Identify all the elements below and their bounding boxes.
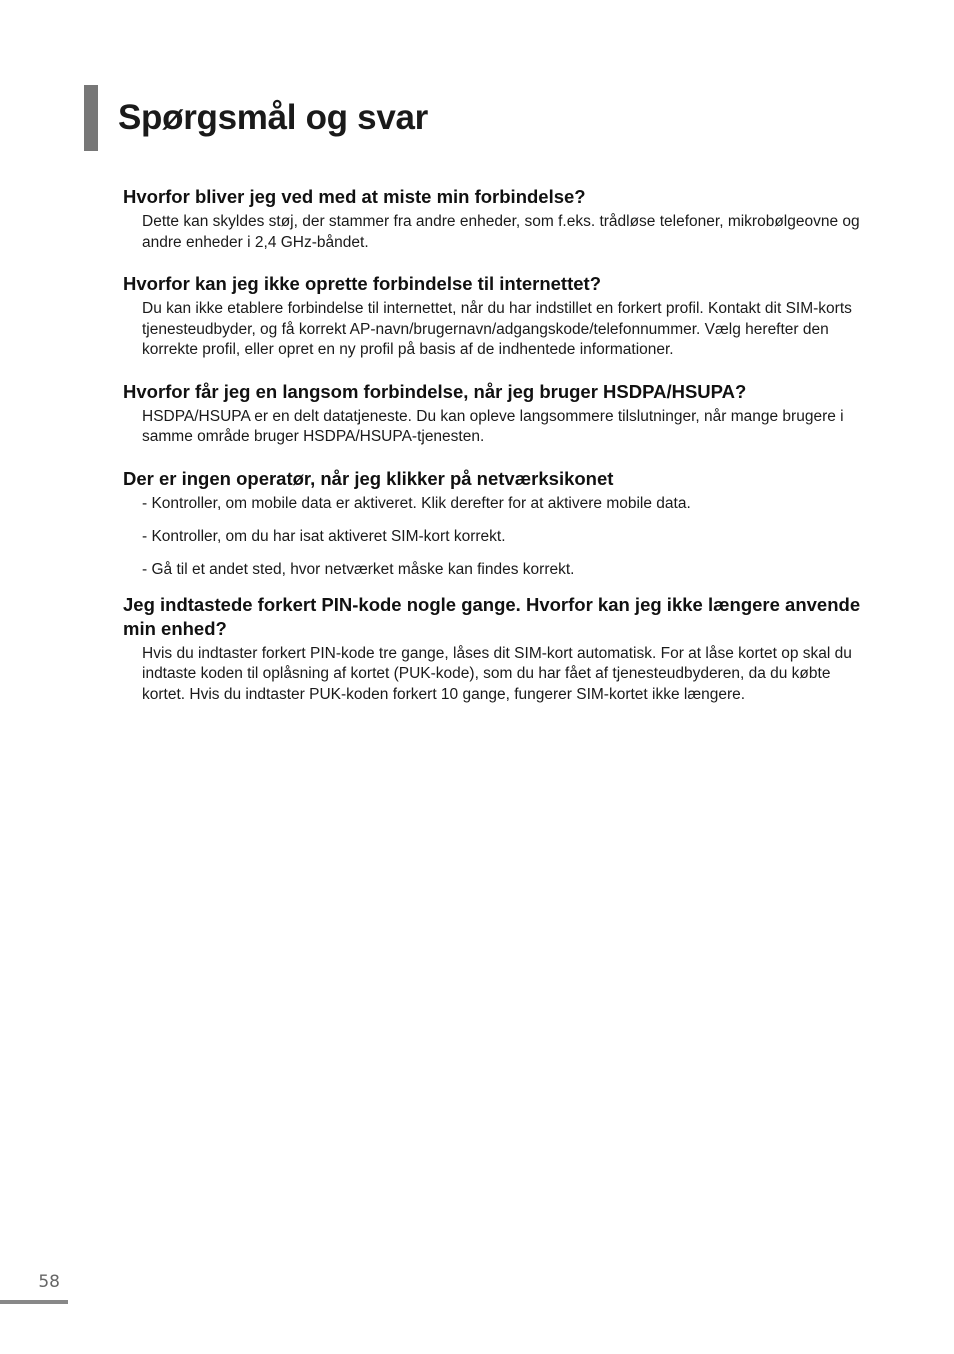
faq-answer: Du kan ikke etablere forbindelse til internettet, når du har indstillet en forkert profil. Kontakt dit SIM-korts tjenesteudbyder, og få korrekt AP-navn/brugernavn/adgangskode/telefonnummer. Vælg herefter den korrekte profil, eller opret en ny profil på basis af de indhentede informationer. [142, 300, 852, 358]
footer-rule [0, 1300, 68, 1304]
faq-question: Der er ingen operatør, når jeg klikker på netværksikonet [123, 467, 614, 489]
faq-item [123, 185, 868, 253]
faq-answer: HSDPA/HSUPA er en delt datatjeneste. Du kan opleve langsommere tilslutninger, når mange brugere i samme område bruger HSDPA/HSUPA-tjenesten. [142, 407, 844, 445]
faq-question: Hvorfor bliver jeg ved med at miste min forbindelse? [123, 186, 586, 207]
page-title: Spørgsmål og svar [118, 98, 429, 137]
faq-bullet: - Kontroller, om mobile data er aktiveret. Klik derefter for at aktivere mobile data. [142, 494, 691, 512]
faq-question: Hvorfor får jeg en langsom forbindelse, når jeg bruger HSDPA/HSUPA? [123, 380, 747, 402]
faq-item [123, 380, 868, 448]
faq-bullet: - Gå til et andet sted, hvor netværket måske kan findes korrekt. [142, 560, 575, 578]
title-accent-bar [84, 85, 98, 151]
faq-item [123, 593, 868, 706]
faq-question: Jeg indtastede forkert PIN-kode nogle gange. Hvorfor kan jeg ikke længere anvende min enhed? [123, 593, 861, 639]
page-header [84, 85, 428, 151]
faq-answer: Hvis du indtaster forkert PIN-kode tre gange, låses dit SIM-kort automatisk. For at låse kortet op skal du indtaste koden til oplåsning af kortet (PUK-kode), som du har fået af tjenesteudbyderen, da du købte kortet. Hvis du indtaster PUK-koden forkert 10 gange, fungerer SIM-kortet ikke længere. [142, 644, 852, 703]
faq-bullet-list [123, 494, 868, 581]
faq-item [123, 272, 868, 361]
faq-content [123, 185, 868, 724]
faq-answer: Dette kan skyldes støj, der stammer fra andre enheder, som f.eks. trådløse telefoner, mikrobølgeovne og andre enheder i 2,4 GHz-båndet. [142, 213, 860, 251]
faq-question: Hvorfor kan jeg ikke oprette forbindelse til internettet? [123, 273, 602, 294]
faq-item [123, 467, 868, 581]
page-number: 58 [38, 1272, 60, 1292]
faq-bullet: - Kontroller, om du har isat aktiveret SIM-kort korrekt. [142, 527, 506, 545]
page-footer [0, 1270, 68, 1304]
